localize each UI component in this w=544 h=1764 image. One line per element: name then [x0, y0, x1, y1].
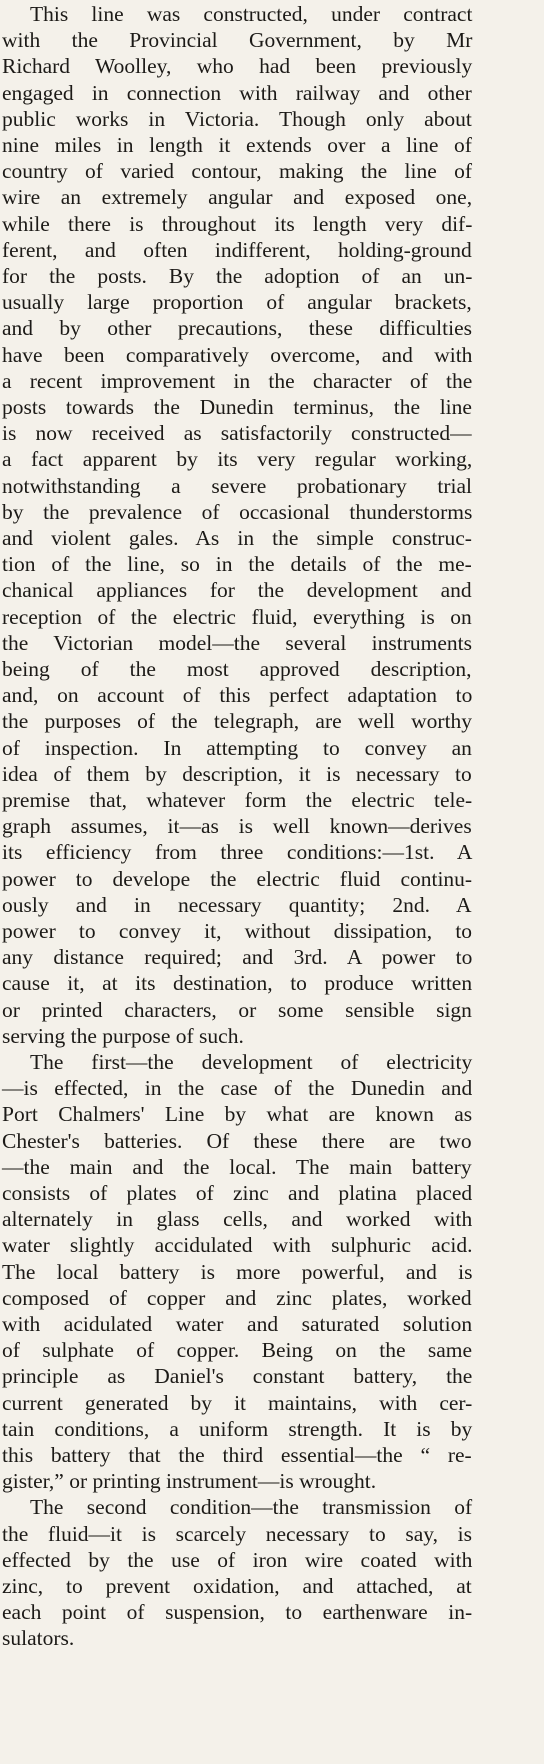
text-line: usually large proportion of angular brackets, [2, 290, 472, 315]
text-line: each point of suspension, to earthenware in- [2, 1600, 473, 1625]
text-line: alternately in glass cells, and worked with [2, 1207, 473, 1232]
text-line: serving the purpose of such. [2, 1023, 244, 1048]
text-line: cause it, at its destination, to produce written [2, 971, 473, 996]
text-line: composed of copper and zinc plates, worked [2, 1285, 472, 1310]
text-line: of sulphate of copper. Being on the same [2, 1338, 473, 1363]
text-line: nine miles in length it extends over a line of [2, 133, 472, 157]
paragraph-first-line: This line was constructed, under contract [30, 2, 473, 26]
text-line: a fact apparent by its very regular working, [2, 447, 473, 472]
text-line: effected by the use of iron wire coated with [2, 1547, 473, 1572]
text-line: ously and in necessary quantity; 2nd. A [2, 892, 472, 917]
text-line: zinc, to prevent oxidation, and attached, at [2, 1574, 472, 1598]
paragraph-first-line: The second condition—the transmission of [30, 1495, 473, 1520]
text-line: its efficiency from three conditions:—1st. A [2, 840, 473, 865]
text-line: a recent improvement in the character of the [2, 368, 473, 393]
text-line: Chester's batteries. Of these there are two [2, 1128, 472, 1153]
text-line: The local battery is more powerful, and is [2, 1259, 473, 1284]
text-line: power to convey it, without dissipation, to [2, 919, 473, 943]
text-line: by the prevalence of occasional thunderstorms [2, 499, 473, 524]
text-line: while there is throughout its length very dif- [2, 211, 473, 236]
text-line: principle as Daniel's constant battery, the [2, 1364, 473, 1389]
text-line: premise that, whatever form the electric tele- [2, 788, 473, 812]
text-line: with the Provincial Government, by Mr [2, 28, 473, 53]
text-line: and by other precautions, these difficulties [2, 316, 472, 341]
text-line: ferent, and often indifferent, holding-ground [2, 237, 472, 262]
text-line: public works in Victoria. Though only about [2, 106, 472, 131]
text-line: Port Chalmers' Line by what are known as [2, 1102, 473, 1127]
text-line: Richard Woolley, who had been previously [2, 54, 473, 79]
text-line: is now received as satisfactorily constructed— [2, 421, 472, 446]
text-line: have been comparatively overcome, and with [2, 342, 473, 367]
text-line: engaged in connection with railway and other [2, 80, 472, 105]
text-line: gister,” or printing instrument—is wrought. [2, 1469, 377, 1494]
text-line: the Victorian model—the several instruments [2, 630, 472, 655]
text-line: of inspection. In attempting to convey an [2, 735, 472, 760]
text-line: consists of plates of zinc and platina placed [2, 1181, 473, 1205]
text-line: —is effected, in the case of the Dunedin and [2, 1076, 473, 1101]
text-line: graph assumes, it—as is well known—derives [2, 814, 472, 839]
text-line: for the posts. By the adoption of an un- [2, 264, 473, 288]
text-line: the fluid—it is scarcely necessary to say, is [2, 1521, 473, 1546]
text-line: the purposes of the telegraph, are well worthy [2, 709, 473, 734]
text-line: this battery that the third essential—the “ re- [2, 1443, 472, 1467]
text-line: and violent gales. As in the simple construc- [2, 526, 472, 550]
text-line: any distance required; and 3rd. A power to [2, 945, 473, 970]
text-line: with acidulated water and saturated solution [2, 1312, 473, 1336]
text-line: idea of them by description, it is necessary to [2, 761, 472, 786]
text-line: reception of the electric fluid, everything is on [2, 604, 472, 629]
text-line: notwithstanding a severe probationary trial [2, 473, 472, 498]
text-line: chanical appliances for the development and [2, 578, 472, 603]
text-line: power to develope the electric fluid continu- [2, 866, 473, 891]
text-line: sulators. [2, 1626, 75, 1651]
text-line: wire an extremely angular and exposed one, [2, 185, 473, 210]
text-line: tion of the line, so in the details of the me- [2, 552, 472, 577]
text-line: being of the most approved description, [2, 657, 472, 681]
text-line: or printed characters, or some sensible sign [2, 997, 472, 1022]
text-line: country of varied contour, making the line of [2, 159, 473, 184]
text-line: posts towards the Dunedin terminus, the line [2, 395, 472, 419]
text-line: tain conditions, a uniform strength. It is by [2, 1416, 473, 1441]
paragraph-first-line: The first—the development of electricity [30, 1050, 473, 1074]
text-line: water slightly accidulated with sulphuric acid. [2, 1233, 473, 1258]
text-line: current generated by it maintains, with cer- [2, 1390, 473, 1415]
text-line: and, on account of this perfect adaptation to [2, 683, 473, 708]
text-line: —the main and the local. The main battery [2, 1154, 472, 1179]
